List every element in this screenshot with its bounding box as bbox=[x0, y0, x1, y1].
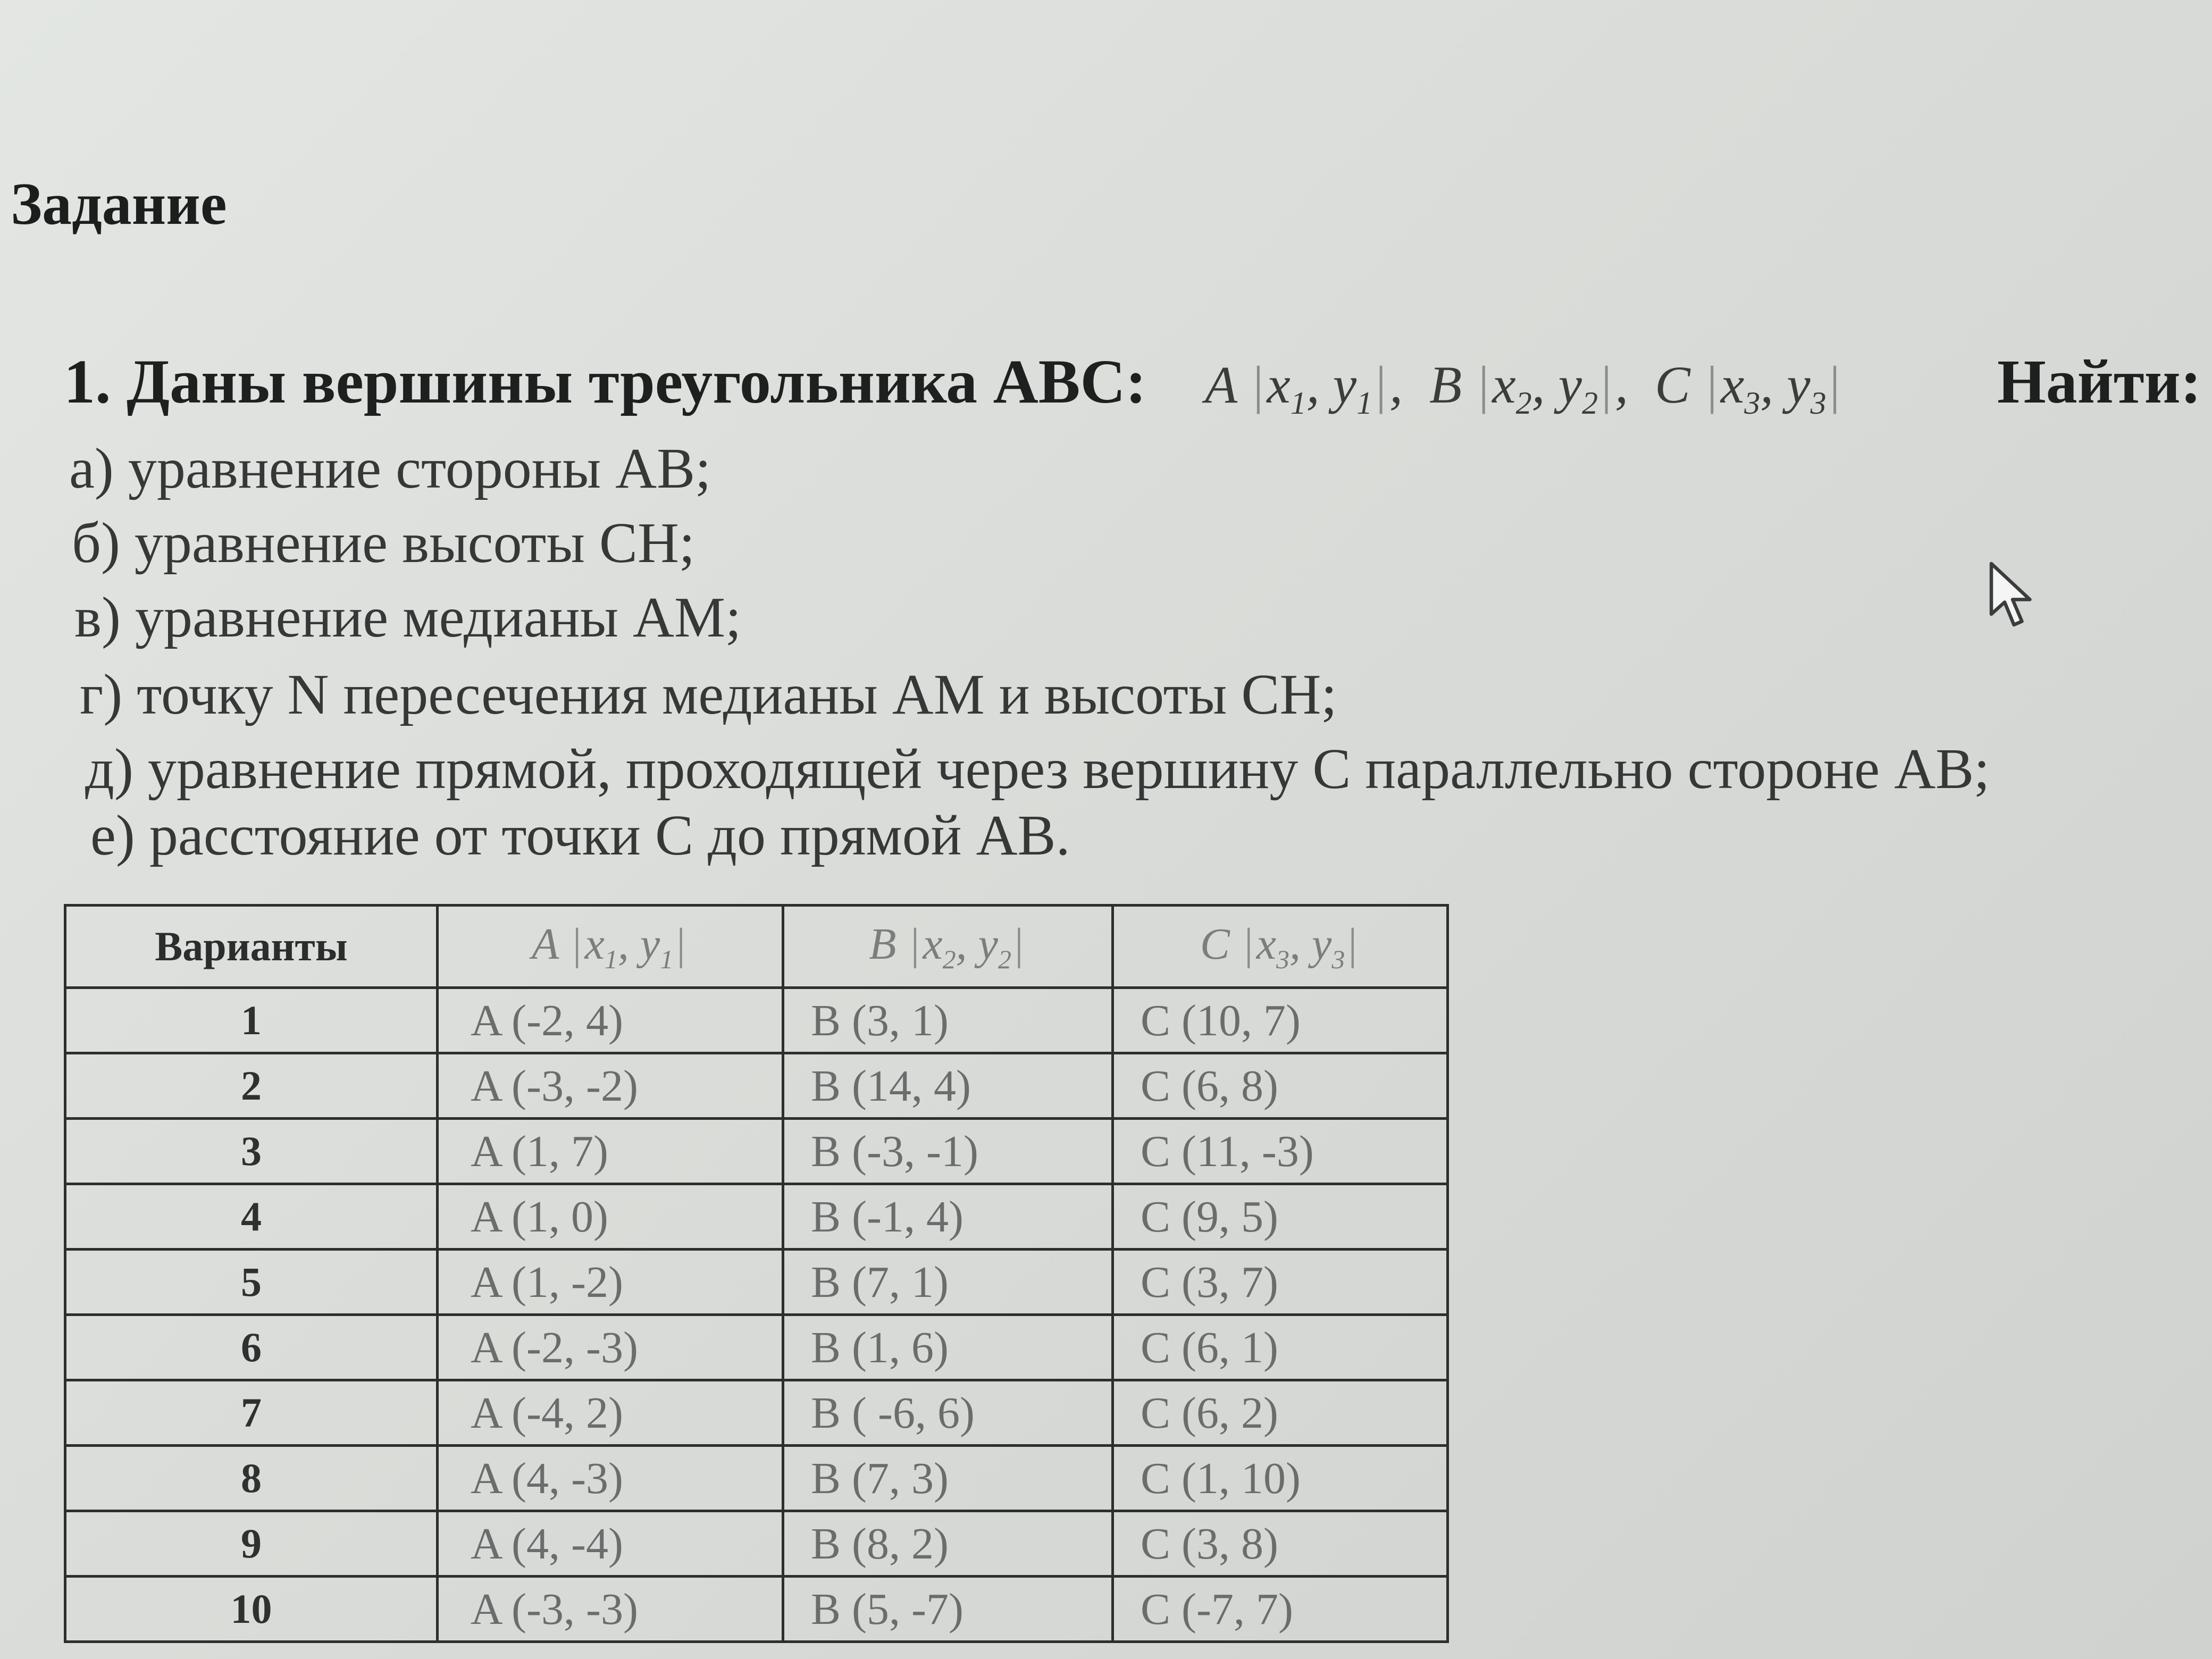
bracket: | bbox=[1478, 355, 1489, 414]
vertex-y-index: 3 bbox=[1810, 386, 1826, 421]
variant-number: 7 bbox=[65, 1380, 438, 1446]
table-row bbox=[65, 1119, 1448, 1184]
vertex-y-index: 2 bbox=[1582, 386, 1598, 421]
vertex-c: C $|x_3$, $y_3|$ bbox=[1655, 354, 1844, 422]
bracket: | bbox=[572, 919, 582, 969]
task-item-d: г) точку N пересечения медианы AM и высоты CH; bbox=[80, 663, 1337, 726]
cell-c: C (6, 8) bbox=[1113, 1053, 1448, 1119]
cell-c: C (9, 5) bbox=[1113, 1184, 1448, 1250]
vertex-letter: A bbox=[1205, 355, 1237, 414]
cell-a: A (-2, 4) bbox=[438, 988, 783, 1053]
table-header-row bbox=[65, 906, 1448, 988]
cell-b: B (8, 2) bbox=[783, 1511, 1113, 1577]
variant-number: 6 bbox=[65, 1315, 438, 1380]
vertex-letter: B bbox=[1429, 355, 1462, 414]
mouse-pointer-icon bbox=[1989, 561, 2037, 630]
cell-a: A (-2, -3) bbox=[438, 1315, 783, 1380]
cell-b: B (3, 1) bbox=[783, 988, 1113, 1053]
bracket: | bbox=[1601, 355, 1612, 414]
variant-number: 9 bbox=[65, 1511, 438, 1577]
bracket: | bbox=[1253, 355, 1264, 414]
bracket: | bbox=[1014, 919, 1024, 969]
vertex-x-index: 1 bbox=[1290, 386, 1306, 421]
vertex-y: y bbox=[1787, 355, 1811, 414]
cell-b: B ( -6, 6) bbox=[783, 1380, 1113, 1446]
task-item-e: д) уравнение прямой, проходящей через вершину C параллельно стороне AB; bbox=[85, 738, 1990, 801]
cell-b: B (7, 3) bbox=[783, 1446, 1113, 1511]
task-title: 1. Даны вершины треугольника ABC: bbox=[64, 347, 1147, 416]
bracket: | bbox=[1376, 355, 1387, 414]
cell-c: C (-7, 7) bbox=[1113, 1577, 1448, 1642]
header-x-index: 3 bbox=[1276, 944, 1290, 974]
bracket: | bbox=[676, 919, 686, 969]
cell-a: A (4, -4) bbox=[438, 1511, 783, 1577]
cell-a: A (-3, -3) bbox=[438, 1577, 783, 1642]
bracket: | bbox=[910, 919, 920, 969]
vertex-list bbox=[1205, 354, 1844, 422]
variants-table bbox=[64, 904, 1449, 1643]
header-y-index: 3 bbox=[1331, 944, 1345, 974]
cell-c: C (6, 2) bbox=[1113, 1380, 1448, 1446]
cell-c: C (3, 8) bbox=[1113, 1511, 1448, 1577]
vertex-x: x bbox=[1720, 355, 1745, 414]
cell-b: B (-3, -1) bbox=[783, 1119, 1113, 1184]
header-x: x bbox=[1256, 919, 1277, 969]
table-row bbox=[65, 1577, 1448, 1642]
variant-number: 4 bbox=[65, 1184, 438, 1250]
variant-number: 10 bbox=[65, 1577, 438, 1642]
header-x-index: 1 bbox=[604, 944, 618, 974]
variant-number: 5 bbox=[65, 1250, 438, 1315]
header-c: C $|x_3$, $y_3|$ bbox=[1113, 906, 1448, 988]
variant-number: 2 bbox=[65, 1053, 438, 1119]
find-label: Найти: bbox=[1997, 347, 2201, 416]
cell-a: A (-3, -2) bbox=[438, 1053, 783, 1119]
table-row bbox=[65, 1446, 1448, 1511]
table-row bbox=[65, 1250, 1448, 1315]
vertex-b: B $|x_2$, $y_2|$, bbox=[1429, 355, 1629, 421]
cell-a: A (4, -3) bbox=[438, 1446, 783, 1511]
variant-number: 1 bbox=[65, 988, 438, 1053]
header-letter: B bbox=[869, 919, 896, 969]
variants-table-wrapper bbox=[64, 904, 1446, 1643]
header-letter: C bbox=[1200, 919, 1230, 969]
table-row bbox=[65, 1380, 1448, 1446]
cell-c: C (1, 10) bbox=[1113, 1446, 1448, 1511]
cell-b: B (14, 4) bbox=[783, 1053, 1113, 1119]
cell-a: A (-4, 2) bbox=[438, 1380, 783, 1446]
cell-a: A (1, 0) bbox=[438, 1184, 783, 1250]
table-row bbox=[65, 1315, 1448, 1380]
bracket: | bbox=[1829, 355, 1840, 414]
cell-b: B (5, -7) bbox=[783, 1577, 1113, 1642]
variant-number: 3 bbox=[65, 1119, 438, 1184]
cell-c: C (6, 1) bbox=[1113, 1315, 1448, 1380]
header-y: y bbox=[640, 919, 660, 969]
header-x-index: 2 bbox=[942, 944, 956, 974]
cell-c: C (3, 7) bbox=[1113, 1250, 1448, 1315]
task-statement bbox=[64, 346, 2201, 422]
table-row bbox=[65, 1184, 1448, 1250]
header-y-index: 1 bbox=[660, 944, 674, 974]
header-a: A $|x_1$, $y_1|$ bbox=[438, 906, 783, 988]
variant-number: 8 bbox=[65, 1446, 438, 1511]
task-item-a: а) уравнение стороны AB; bbox=[69, 437, 711, 500]
header-b: B $|x_2$, $y_2|$ bbox=[783, 906, 1113, 988]
bracket: | bbox=[1244, 919, 1253, 969]
vertex-letter: C bbox=[1655, 355, 1690, 414]
page-heading: Задание bbox=[11, 171, 227, 237]
vertex-x: x bbox=[1267, 355, 1291, 414]
vertex-y-index: 1 bbox=[1356, 386, 1373, 421]
header-x: x bbox=[923, 919, 943, 969]
vertex-y: y bbox=[1333, 355, 1357, 414]
vertex-a: A $|x_1$, $y_1|$, bbox=[1205, 355, 1403, 421]
vertex-x: x bbox=[1492, 355, 1516, 414]
header-variants: Варианты bbox=[65, 906, 438, 988]
bracket: | bbox=[1706, 355, 1717, 414]
vertex-x-index: 2 bbox=[1515, 386, 1532, 421]
header-y: y bbox=[978, 919, 998, 969]
vertex-x-index: 3 bbox=[1744, 386, 1761, 421]
cell-c: C (11, -3) bbox=[1113, 1119, 1448, 1184]
bracket: | bbox=[1348, 919, 1358, 969]
table-row bbox=[65, 1053, 1448, 1119]
header-y-index: 2 bbox=[998, 944, 1011, 974]
vertex-y: y bbox=[1558, 355, 1582, 414]
cell-c: C (10, 7) bbox=[1113, 988, 1448, 1053]
header-letter: A bbox=[531, 919, 558, 969]
cell-a: A (1, 7) bbox=[438, 1119, 783, 1184]
cell-b: B (7, 1) bbox=[783, 1250, 1113, 1315]
cell-a: A (1, -2) bbox=[438, 1250, 783, 1315]
table-row bbox=[65, 1511, 1448, 1577]
header-x: x bbox=[584, 919, 605, 969]
task-item-b: б) уравнение высоты CH; bbox=[72, 512, 695, 575]
task-item-c: в) уравнение медианы AM; bbox=[74, 586, 742, 649]
cell-b: B (-1, 4) bbox=[783, 1184, 1113, 1250]
table-row bbox=[65, 988, 1448, 1053]
header-y: y bbox=[1312, 919, 1332, 969]
task-item-f: е) расстояние от точки C до прямой AB. bbox=[90, 804, 1070, 867]
cell-b: B (1, 6) bbox=[783, 1315, 1113, 1380]
